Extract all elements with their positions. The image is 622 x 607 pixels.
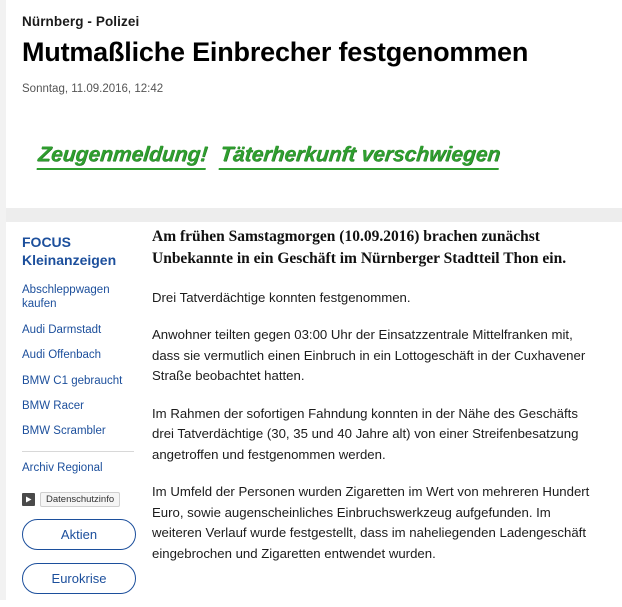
sidebar-link-abschleppwagen[interactable]: Abschleppwagen kaufen — [22, 284, 110, 311]
handwritten-annotations — [22, 121, 602, 170]
list-item — [22, 348, 140, 362]
article-kicker: Nürnberg - Polizei — [22, 14, 140, 29]
article-body-area — [0, 226, 622, 607]
article-paragraph-1: Drei Tatverdächtige konnten festgenommen. — [152, 290, 411, 305]
article-paragraph-4: Im Umfeld der Personen wurden Zigaretten im Wert von mehreren Hundert Euro, sowie augenscheinliches Einbruchswerkzeug aufgefunden. Im weiteren Verlauf wurde festgestellt, dass im naheliegenden Ladengeschäft eingebrochen und Zigaretten entwendet wurden. — [152, 484, 590, 561]
sidebar — [0, 226, 140, 607]
sidebar-link-list — [22, 283, 140, 439]
sidebar-link-archiv-regional[interactable]: Archiv Regional — [22, 461, 103, 474]
section-divider-band — [6, 208, 622, 222]
article-text-column — [140, 226, 622, 581]
article-lead: Am frühen Samstagmorgen (10.09.2016) brachen zunächst Unbekannte in ein Geschäft im Nürnberger Stadtteil Thon ein. — [152, 228, 567, 267]
privacy-info-label[interactable]: Datenschutzinfo — [40, 492, 120, 507]
sidebar-link-bmw-scrambler[interactable]: BMW Scrambler — [22, 425, 106, 438]
sidebar-link-audi-darmstadt[interactable]: Audi Darmstadt — [22, 323, 102, 336]
annotation-taeterherkunft: Täterherkunft verschwiegen — [218, 143, 501, 170]
list-item — [22, 424, 140, 438]
sidebar-link-bmw-racer[interactable]: BMW Racer — [22, 399, 84, 412]
article-paragraph-3: Im Rahmen der sofortigen Fahndung konnten in der Nähe des Geschäfts drei Tatverdächtige (30, 35 und 40 Jahre alt) von einer Streifenbesatzung angetroffen und festgenommen werden. — [152, 405, 579, 462]
sidebar-divider — [22, 451, 134, 452]
privacy-info-row[interactable] — [22, 492, 140, 507]
article-paragraph-2: Anwohner teilten gegen 03:00 Uhr der Einsatzzentrale Mittelfranken mit, dass sie vermutlich einen Einbruch in ein Lottogeschäft in der Cuxhavener Straße beobachtet hatten. — [152, 327, 586, 384]
annotation-zeugenmeldung: Zeugenmeldung! — [37, 143, 209, 170]
sidebar-title: FOCUS Kleinanzeigen — [22, 234, 117, 268]
topic-pill-aktien[interactable]: Aktien — [22, 519, 136, 550]
play-icon[interactable] — [22, 493, 35, 506]
page-title: Mutmaßliche Einbrecher festgenommen — [22, 37, 529, 67]
list-item — [22, 399, 140, 413]
list-item — [22, 283, 140, 312]
sidebar-link-bmw-c1[interactable]: BMW C1 gebraucht — [22, 374, 123, 387]
list-item — [22, 323, 140, 337]
sidebar-link-audi-offenbach[interactable]: Audi Offenbach — [22, 349, 102, 362]
list-item — [22, 374, 140, 388]
topic-pill-eurokrise[interactable]: Eurokrise — [22, 563, 136, 594]
article-header — [0, 0, 622, 170]
article-timestamp: Sonntag, 11.09.2016, 12:42 — [22, 83, 164, 96]
